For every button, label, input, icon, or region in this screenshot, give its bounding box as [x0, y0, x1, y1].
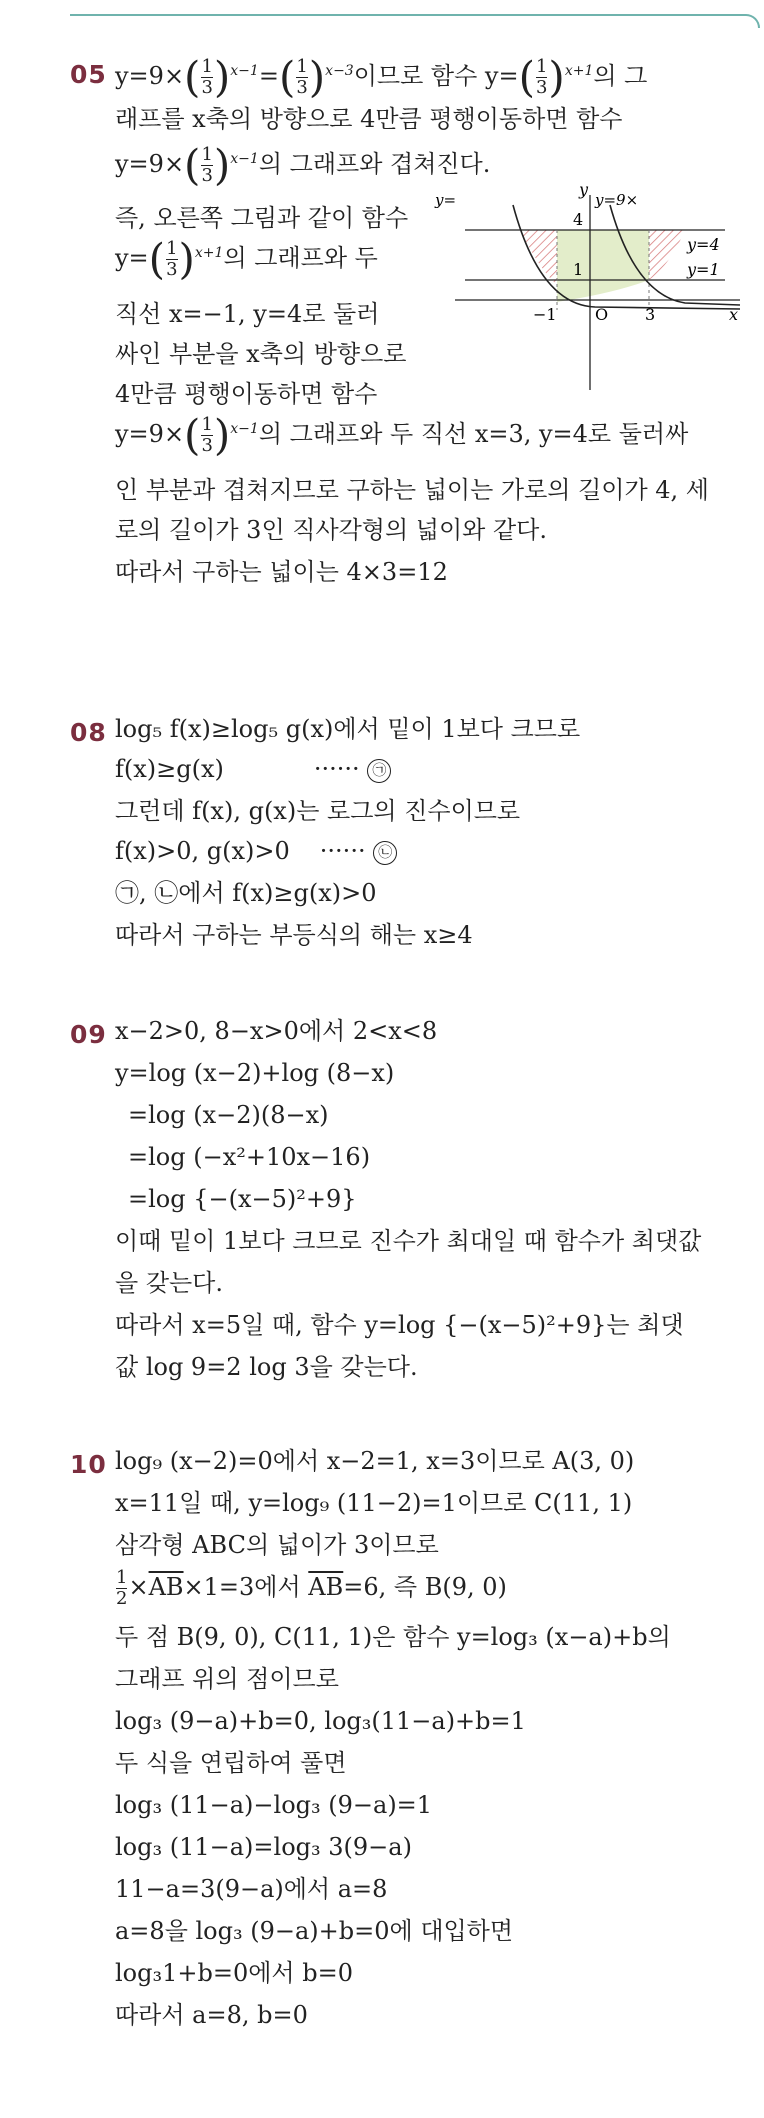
line-8: 두 식을 연립하여 풀면: [115, 1749, 347, 1777]
y-axis-label: y: [579, 180, 589, 199]
line-10: log₃ (11−a)=log₃ 3(9−a): [115, 1833, 412, 1861]
problem-number: 08: [70, 718, 107, 747]
line-1: y=9×( $\frac{1}{3}$ )$^{x-1}$=( $\frac{1}{3}$ )$^{x-3}$이므로 함수 y=( $\frac{1}{3}$ )$^{x+1}$의 그: [115, 52, 648, 102]
x-axis-label: x: [729, 305, 739, 324]
hatched-right: [649, 230, 685, 280]
label-line-y1: y=1: [687, 260, 720, 279]
line-6: 그래프 위의 점이므로: [115, 1665, 339, 1693]
line-5: y=( $\frac{1}{3}$ )$^{x+1}$의 그래프와 두: [115, 234, 378, 284]
top-border: [70, 14, 760, 28]
line-9: log₃ (11−a)−log₃ (9−a)=1: [115, 1791, 433, 1819]
line-12: 따라서 구하는 넓이는 4×3=12: [115, 558, 448, 586]
tick-3: 3: [645, 305, 656, 324]
curve-right-label: y=9×: [595, 191, 639, 209]
line-14: 따라서 a=8, b=0: [115, 2001, 308, 2029]
problem-number: 05: [70, 60, 107, 89]
line-4: f(x)>0, g(x)>0 ······ ㉡: [115, 836, 397, 866]
line-8: 4만큼 평행이동하면 함수: [115, 380, 378, 408]
line-1: log₅ f(x)≥log₅ g(x)에서 밑이 1보다 크므로: [115, 715, 581, 743]
problem-number: 09: [70, 1020, 107, 1049]
label-y1-tick: 1: [573, 260, 584, 279]
line-6: 직선 x=−1, y=4로 둘러: [115, 300, 380, 328]
line-11: 로의 길이가 3인 직사각형의 넓이와 같다.: [115, 516, 547, 544]
problem-number: 10: [70, 1450, 107, 1479]
line-7: log₃ (9−a)+b=0, log₃(11−a)+b=1: [115, 1707, 526, 1735]
line-7: 을 갖는다.: [115, 1269, 223, 1297]
curve-left-label: y=: [435, 191, 457, 209]
curve-right: [610, 205, 740, 305]
line-3: y=9×( $\frac{1}{3}$ )$^{x-1}$의 그래프와 겹쳐진다.: [115, 140, 491, 190]
line-13: log₃1+b=0에서 b=0: [115, 1959, 353, 1987]
line-6: 따라서 구하는 부등식의 해는 x≥4: [115, 921, 473, 949]
line-3: 그런데 f(x), g(x)는 로그의 진수이므로: [115, 797, 521, 825]
line-4: $\frac{1}{2}$ $\times\overline{AB}\times 1=3$에서 $\overline{AB}=6$, 즉 B(9, 0): [116, 1567, 507, 1609]
line-12: a=8을 log₃ (9−a)+b=0에 대입하면: [115, 1917, 514, 1945]
line-11: 11−a=3(9−a)에서 a=8: [115, 1875, 388, 1903]
tick-origin: O: [595, 305, 609, 324]
label-y4-tick: 4: [573, 210, 584, 229]
tick-minus1: −1: [533, 305, 557, 324]
line-2: f(x)≥g(x) ······ ㉠: [115, 754, 391, 784]
hatched-left: [520, 230, 557, 285]
line-6: 이때 밑이 1보다 크므로 진수가 최대일 때 함수가 최댓값: [115, 1227, 702, 1255]
line-1: log₉ (x−2)=0에서 x−2=1, x=3이므로 A(3, 0): [115, 1447, 635, 1475]
line-9: 값 log 9=2 log 3을 갖는다.: [115, 1353, 418, 1381]
line-8: 따라서 x=5일 때, 함수 y=log {−(x−5)²+9}는 최댓: [115, 1311, 684, 1339]
line-2: 래프를 x축의 방향으로 4만큼 평행이동하면 함수: [115, 105, 623, 133]
line-5: =log {−(x−5)²+9}: [128, 1185, 357, 1213]
line-5: ㉠, ㉡에서 f(x)≥g(x)>0: [115, 879, 377, 907]
line-7: 싸인 부분을 x축의 방향으로: [115, 340, 407, 368]
line-5: 두 점 B(9, 0), C(11, 1)은 함수 y=log₃ (x−a)+b의: [115, 1623, 671, 1651]
line-1: x−2>0, 8−x>0에서 2<x<8: [115, 1017, 438, 1045]
line-2: x=11일 때, y=log₉ (11−2)=1이므로 C(11, 1): [115, 1489, 633, 1517]
shift-graph: [435, 180, 760, 395]
line-3: 삼각형 ABC의 넓이가 3이므로: [115, 1531, 439, 1559]
label-line-y4: y=4: [687, 235, 720, 254]
line-4: =log (−x²+10x−16): [128, 1143, 371, 1171]
line-2: y=log (x−2)+log (8−x): [115, 1059, 395, 1087]
line-3: =log (x−2)(8−x): [128, 1101, 329, 1129]
line-4: 즉, 오른쪽 그림과 같이 함수: [115, 204, 409, 232]
line-10: 인 부분과 겹쳐지므로 구하는 넓이는 가로의 길이가 4, 세: [115, 476, 709, 504]
line-9: y=9×( $\frac{1}{3}$ )$^{x-1}$의 그래프와 두 직선 x=3, y=4로 둘러싸: [115, 410, 689, 460]
